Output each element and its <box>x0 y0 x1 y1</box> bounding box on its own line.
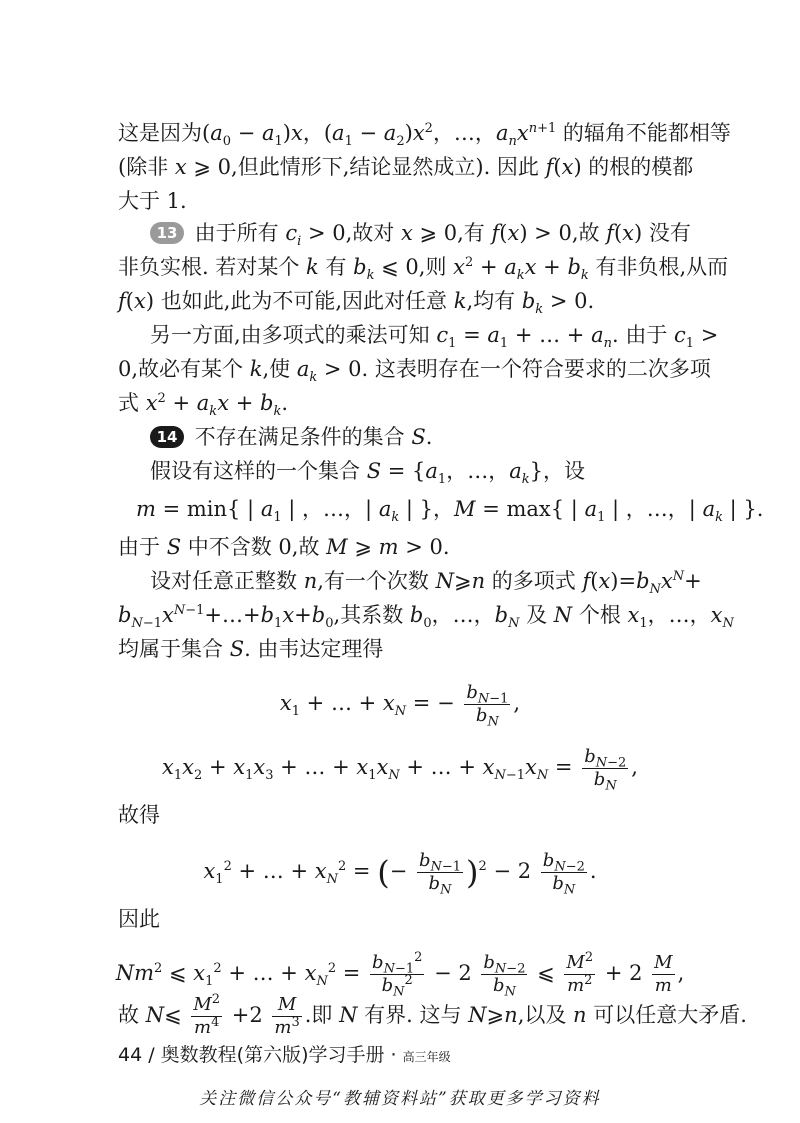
problem-14-line: 14 不存在满足条件的集合 S. <box>150 422 720 452</box>
promo-note: 关注微信公众号“教辅资料站”获取更多学习资料 <box>199 1089 601 1109</box>
formula-line: $x_1^2$ + … + $x_N^2$ = (− $\frac{b_{N-1}}{b_N}$ )$^2$ − 2 $\frac{b_{N-2}}{b_N}$ . <box>203 850 597 898</box>
page-footer <box>118 1040 451 1067</box>
book-title: 奥数教程(第六版)学习手册 · <box>160 1044 397 1066</box>
text-line: f(x) 也如此,此为不可能,因此对任意 k,均有 $b_k > 0$. <box>118 289 595 318</box>
text-line: 另一方面,由多项式的乘法可知 $c_1 = a_1$ + … + $a_n$. 由于 $c_1$ > <box>150 323 719 352</box>
grade-label: 高三年级 <box>402 1050 451 1064</box>
text-line: (除非 x ⩾ 0,但此情形下,结论显然成立). 因此 f(x) 的根的模都 <box>118 155 694 179</box>
formula-line: Nm$^2$ ⩽ $x_1^2$ + … + $x_N^2$ = $\frac{b_{N-1}^2}{b_N^2}$ − 2 $\frac{b_{N-2}}{b_N}$ ⩽ $\frac{M^2}{m^2}$ + 2 $\frac{M}{m}$ , <box>115 950 685 1000</box>
text-line: 非负实根. 若对某个 k 有 $b_k$ ⩽ 0,则 $x^2 + a_kx + b_k$ 有非负根,从而 <box>118 255 729 284</box>
text-line: 均属于集合 S. 由韦达定理得 <box>118 637 384 661</box>
problem-13-line: 13 由于所有 $c_i > 0$,故对 x ⩾ 0,有 f(x) > 0,故 f(x) 没有 <box>150 218 720 248</box>
formula-line: $x_1x_2 + x_1x_3$ + … + $x_1x_N$ + … + $x_{N-1}x_N$ = $\frac{b_{N-2}}{b_N}$ , <box>162 746 638 794</box>
formula-line: $x_1$ + … + $x_N$ = − $\frac{b_{N-1}}{b_N}$ , <box>279 682 521 730</box>
page-number: 44 / <box>118 1044 155 1066</box>
text-line: 由于 S 中不含数 0,故 M ⩾ m > 0. <box>118 535 450 559</box>
text-line: 0,故必有某个 k,使 $a_k > 0$. 这表明存在一个符合要求的二次多项 <box>118 357 711 386</box>
text-line: 假设有这样的一个集合 $S = \{a_1$，…，$a_k$}，设 <box>150 459 585 488</box>
text-line: $b_{N-1}x^{N-1}+\dots+b_1x+b_0$,其系数 $b_0$，…，$b_N$ 及 N 个根 $x_1$，…，$x_N$ <box>118 603 734 632</box>
text-line: 这是因为$(a_0 - a_1)x$，$(a_1 - a_2)x^2$，…，$a_nx^{n+1}$ 的辐角不能都相等 <box>118 121 731 150</box>
problem-13-badge: 13 <box>150 222 184 244</box>
text-line: 故得 <box>118 803 160 827</box>
text-line: 设对任意正整数 n,有一个次数 N⩾n 的多项式 $f(x)=b_Nx^N+$ <box>150 569 702 598</box>
text-line: 大于 1. <box>118 189 187 213</box>
text-line: 故 N⩽ $\frac{M^2}{m^4}$ +2 $\frac{M}{m^3}$ .即 N 有界. 这与 N⩾n,以及 n 可以任意大矛盾. <box>118 992 747 1038</box>
text-line: 式 $x^2 + a_kx + b_k$. <box>118 391 289 420</box>
problem-14-badge: 14 <box>150 426 184 448</box>
formula-line: m = min{ | $a_1$ | ，…，| $a_k$ | }，M = max{ | $a_1$ | ，…，| $a_k$ | }. <box>136 497 764 526</box>
text-line: 因此 <box>118 907 160 931</box>
